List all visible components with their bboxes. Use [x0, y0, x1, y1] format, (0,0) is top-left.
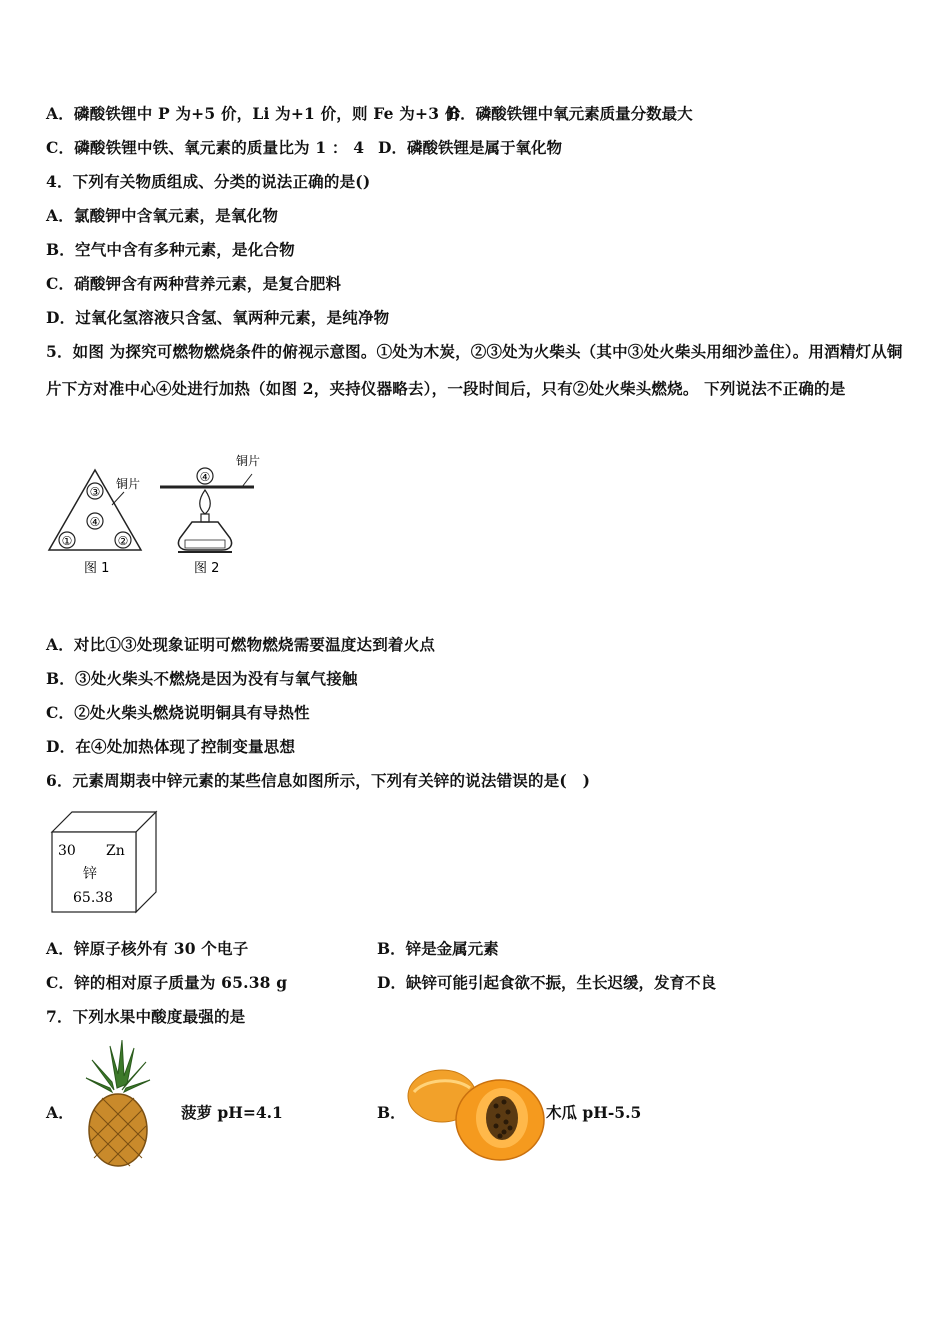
- q4-option-d: D．过氧化氢溶液只含氢、氧两种元素，是纯净物: [46, 308, 390, 327]
- q3-option-d: D．磷酸铁锂是属于氧化物: [378, 138, 562, 157]
- fig2-copper-label: 铜片: [236, 454, 261, 468]
- q3-option-a: A．磷酸铁锂中 P 为+5 价，Li 为+1 价，则 Fe 为+3 价: [46, 104, 461, 123]
- mark-3: ③: [89, 485, 101, 499]
- q6-option-a: A．锌原子核外有 30 个电子: [46, 939, 249, 958]
- q7-stem: 7．下列水果中酸度最强的是: [46, 1007, 246, 1026]
- papaya-image: [404, 1062, 546, 1166]
- q6-option-b: B．锌是金属元素: [377, 939, 499, 958]
- q7-option-a-text: 菠萝 pH=4.1: [181, 1103, 283, 1122]
- atomic-mass: 65.38: [73, 890, 114, 906]
- q5-option-a: A．对比①③处现象证明可燃物燃烧需要温度达到着火点: [46, 635, 436, 654]
- q6-stem: 6．元素周期表中锌元素的某些信息如图所示，下列有关锌的说法错误的是( ): [46, 771, 591, 790]
- element-symbol: Zn: [106, 843, 125, 859]
- lamp-body: [178, 522, 231, 550]
- fig2-caption: 图 2: [194, 561, 220, 576]
- q4-option-a: A．氯酸钾中含氧元素，是氧化物: [46, 206, 279, 225]
- combustion-figure: [44, 450, 274, 580]
- q6-option-d: D．缺锌可能引起食欲不振，生长迟缓，发育不良: [377, 973, 716, 992]
- element-name: 锌: [83, 866, 97, 882]
- q5-option-c: C．②处火柴头燃烧说明铜具有导热性: [46, 703, 310, 722]
- q7-option-b-text: 木瓜 pH-5.5: [546, 1103, 642, 1122]
- mark-2: ②: [117, 534, 129, 548]
- q4-stem: 4．下列有关物质组成、分类的说法正确的是(): [46, 172, 371, 191]
- q5-stem: 5．如图 为探究可燃物燃烧条件的俯视示意图。①处为木炭，②③处为火柴头（其中③处火柴头用细沙盖住）。用酒精灯从铜片下方对准中心④处进行加热（如图 2，夹持仪器略去），一段时间后，只有②处火柴头燃烧。 下列说法不正确的是: [46, 342, 903, 398]
- mark-4: ④: [89, 515, 101, 529]
- fig1-copper-label: 铜片: [116, 477, 141, 491]
- atomic-number: 30: [58, 843, 76, 859]
- q7-option-a-letter: A．: [46, 1103, 74, 1122]
- pineapple-image: [72, 1038, 162, 1168]
- flame: [200, 490, 211, 514]
- fig1-leader-line: [112, 492, 124, 505]
- q3-option-c: C．磷酸铁锂中铁、氧元素的质量比为 1 ： 4: [46, 138, 365, 157]
- q4-option-c: C．硝酸钾含有两种营养元素，是复合肥料: [46, 274, 342, 293]
- fig2-leader-line: [242, 474, 252, 487]
- mark-1: ①: [61, 534, 73, 548]
- lamp-liquid: [185, 540, 225, 548]
- fig2-mark-4: ④: [199, 470, 211, 484]
- q3-option-b: B．磷酸铁锂中氧元素质量分数最大: [447, 104, 693, 123]
- q4-option-b: B．空气中含有多种元素，是化合物: [46, 240, 295, 259]
- q5-option-b: B．③处火柴头不燃烧是因为没有与氧气接触: [46, 669, 358, 688]
- q6-option-c: C．锌的相对原子质量为 65.38 g: [46, 973, 288, 992]
- q5-option-d: D．在④处加热体现了控制变量思想: [46, 737, 296, 756]
- fig1-caption: 图 1: [84, 561, 110, 576]
- q7-option-b-letter: B．: [377, 1103, 406, 1122]
- lamp-wick-holder: [201, 514, 209, 522]
- zinc-element-card: [48, 808, 162, 918]
